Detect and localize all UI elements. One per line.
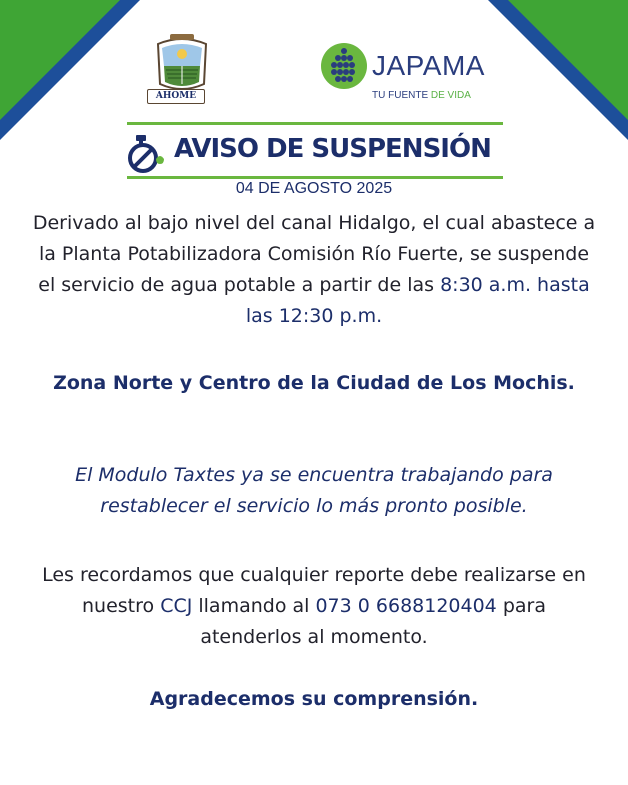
title-divider-bottom [127,176,503,179]
water-drop-dots-icon [320,42,368,90]
japama-logo [320,42,520,104]
notice-title: AVISO DE SUSPENSIÓN [174,134,491,164]
suspension-time-range: 8:30 a.m. hasta las 12:30 p.m. [245,274,590,327]
water-tap-prohibited-icon [126,133,168,173]
contact-info: Les recordamos que cualquier reporte debe realizarse en nuestro CCJ llamando al 073 0 6688120404 para atenderlos al momento. [42,564,586,648]
title-divider-top [127,122,503,125]
contact-center-name: CCJ [160,595,193,617]
affected-zone: Zona Norte y Centro de la Ciudad de Los Mochis. [53,372,575,394]
status-message: El Modulo Taxtes ya se encuentra trabajando para restablecer el servicio lo más pronto posible. [75,464,553,517]
thanks-message: Agradecemos su comprensión. [149,688,479,710]
ahome-logo-label: AHOME [147,89,205,104]
japama-tagline: TU FUENTE DE VIDA [372,90,471,101]
suspension-details: Derivado al bajo nivel del canal Hidalgo, el cual abastece a la Planta Potabilizadora Comisión Río Fuerte, se suspende el servicio de agua potable a partir de las 8:30 a.m. hasta las 12:30 p.m. [32,212,596,327]
japama-brand-name: JAPAMA [372,50,485,81]
contact-phone-number: 073 0 6688120404 [315,595,497,617]
corner-decoration-left [0,0,140,140]
notice-date: 04 DE AGOSTO 2025 [235,180,393,197]
